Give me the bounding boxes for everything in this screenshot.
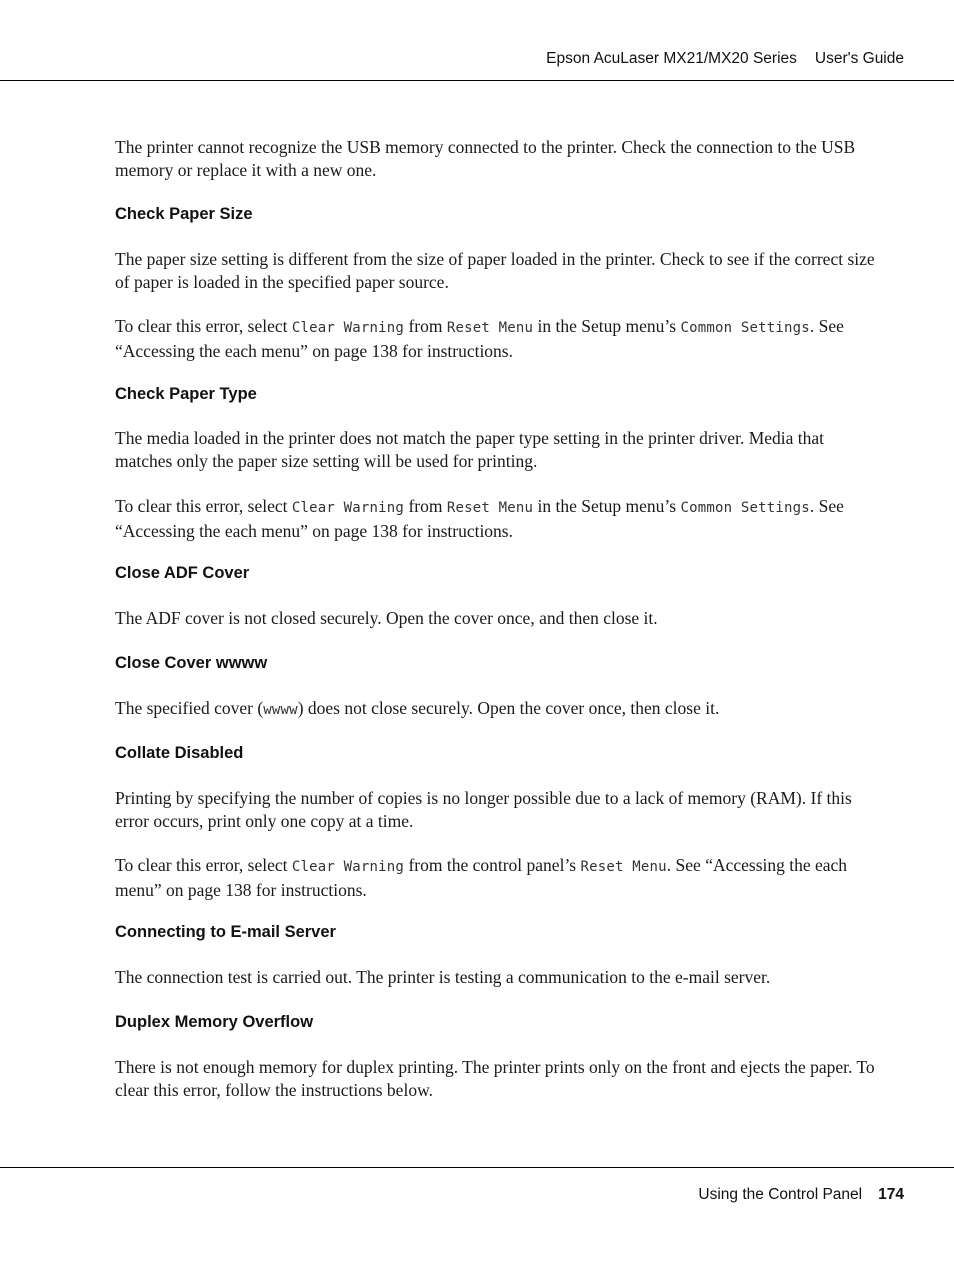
paper-size-clear-instructions: To clear this error, select Clear Warning from Reset Menu in the Setup menu’s Common Settings. See “Accessing the each menu” on page 138 for instructions. (115, 316, 844, 361)
menu-item-reset-menu: Reset Menu (446, 320, 534, 336)
paper-size-body: The paper size setting is different from the size of paper loaded in the printer. Check to see if the correct size of paper is loaded in the specified paper source. (115, 249, 875, 292)
footer-section: Using the Control Panel (698, 1186, 863, 1203)
menu-item-common-settings: Common Settings (680, 500, 810, 516)
paper-type-body: The media loaded in the printer does not match the paper type setting in the printer driver. Media that matches only the paper size setting will be used for printing. (115, 428, 825, 471)
header-product: Epson AcuLaser MX21/MX20 Series (546, 50, 797, 67)
header-guide: User's Guide (814, 50, 904, 67)
heading-check-paper-type: Check Paper Type (115, 385, 257, 403)
heading-close-adf-cover: Close ADF Cover (115, 564, 250, 582)
collate-clear-instructions: To clear this error, select Clear Warning from the control panel’s Reset Menu. See “Accessing the each menu” on page 138 for instructions. (115, 855, 848, 900)
menu-item-common-settings: Common Settings (680, 320, 810, 336)
duplex-body: There is not enough memory for duplex printing. The printer prints only on the front and ejects the paper. To clear this error, follow the instructions below. (115, 1057, 875, 1100)
menu-item-reset-menu: Reset Menu (580, 859, 667, 875)
heading-close-cover: Close Cover wwww (115, 654, 268, 672)
adf-cover-body: The ADF cover is not closed securely. Open the cover once, and then close it. (115, 608, 658, 628)
menu-item-clear-warning: Clear Warning (291, 500, 405, 516)
header-rule (0, 80, 954, 81)
intro-paragraph: The printer cannot recognize the USB memory connected to the printer. Check the connection to the USB memory or replace it with a new one. (115, 137, 856, 180)
cover-code: wwww (263, 702, 298, 718)
heading-check-paper-size: Check Paper Size (115, 205, 253, 223)
footer-rule (0, 1167, 954, 1168)
collate-body: Printing by specifying the number of copies is no longer possible due to a lack of memory (RAM). If this error occurs, print only one copy at a time. (115, 788, 852, 831)
menu-item-clear-warning: Clear Warning (291, 859, 405, 875)
running-footer (698, 1186, 904, 1204)
heading-duplex-memory-overflow: Duplex Memory Overflow (115, 1013, 314, 1031)
menu-item-reset-menu: Reset Menu (446, 500, 534, 516)
menu-item-clear-warning: Clear Warning (291, 320, 405, 336)
running-header (546, 50, 904, 68)
heading-collate-disabled: Collate Disabled (115, 744, 244, 762)
heading-connecting-email-server: Connecting to E-mail Server (115, 923, 336, 941)
close-cover-body: The specified cover (wwww) does not close securely. Open the cover once, then close it. (115, 698, 720, 718)
page-number: 174 (878, 1186, 904, 1203)
paper-type-clear-instructions: To clear this error, select Clear Warning from Reset Menu in the Setup menu’s Common Settings. See “Accessing the each menu” on page 138 for instructions. (115, 496, 844, 541)
email-server-body: The connection test is carried out. The printer is testing a communication to the e-mail server. (115, 967, 771, 987)
